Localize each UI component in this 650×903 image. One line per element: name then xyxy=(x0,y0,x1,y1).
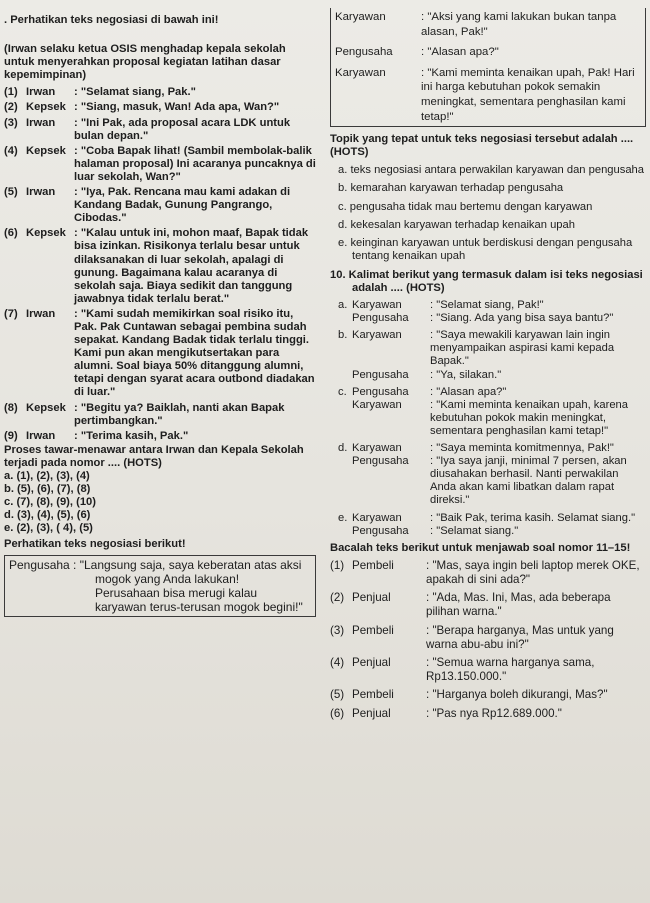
answer-option[interactable]: e. (2), (3), ( 4), (5) xyxy=(4,522,93,535)
utterance-text: : "Alasan apa?" xyxy=(430,385,507,398)
dialog-line-number: (5) xyxy=(330,688,345,702)
utterance-text: : "Mas, saya ingin beli laptop merek OKE, apakah di sini ada?" xyxy=(426,558,640,586)
box-line-2: Perusahaan bisa merugi kalau karyawan terus-terusan mogok begini!" xyxy=(95,585,303,615)
speaker-name: Pengusaha xyxy=(352,312,409,325)
dialog-line xyxy=(352,329,646,368)
dialog-line-number: (6) xyxy=(4,227,18,240)
dialog-line xyxy=(330,591,646,619)
utterance-text: : "Siang. Ada yang bisa saya bantu?" xyxy=(430,312,614,325)
dialog-line xyxy=(4,145,316,184)
question-10-number: 10. xyxy=(330,268,346,281)
utterance-text: : "Selamat siang." xyxy=(430,524,519,537)
speaker-name: Irwan xyxy=(26,186,56,199)
dialog-line xyxy=(330,624,646,652)
speaker-name: Penjual xyxy=(352,656,391,669)
speaker-name: Kepsek xyxy=(26,101,66,114)
dialog-line-number: (2) xyxy=(4,101,18,114)
answer-option[interactable]: a. (1), (2), (3), (4) xyxy=(4,470,90,482)
speaker-name: Irwan xyxy=(26,86,56,99)
option-letter: a. xyxy=(338,299,348,312)
answer-option[interactable] xyxy=(330,442,646,507)
dialog-line xyxy=(352,455,646,507)
utterance-text: : "Iya, Pak. Rencana mau kami adakan di Kandang Badak, Gunung Pangrango, Cibodas." xyxy=(74,186,291,225)
answer-option[interactable] xyxy=(330,512,646,538)
question-10-text xyxy=(330,269,646,295)
right-column xyxy=(330,8,646,721)
dialog-line xyxy=(352,299,646,312)
dialog-line-number: (6) xyxy=(330,706,345,720)
answer-option[interactable] xyxy=(330,386,646,438)
utterance-text: : "Saya meminta komitmennya, Pak!" xyxy=(430,442,614,455)
dialog-line xyxy=(352,369,646,382)
speaker-name: Pengusaha xyxy=(352,455,409,468)
dialog-line xyxy=(330,688,646,702)
dialog-line xyxy=(330,707,646,721)
dialog-line xyxy=(335,66,641,124)
dialog-line xyxy=(352,512,646,525)
dialog-line xyxy=(4,186,316,225)
speaker-name: Pengusaha xyxy=(352,385,409,398)
question-10-options xyxy=(330,299,646,538)
dialog-line xyxy=(335,45,641,60)
instruction-text: Perhatikan teks negosiasi berikut! xyxy=(4,538,186,551)
speaker-name: Pengusaha xyxy=(335,46,393,59)
speaker-name: Karyawan xyxy=(352,299,402,312)
utterance-text: : "Semua warna harganya sama, Rp13.150.000." xyxy=(426,656,595,684)
question-8-instruction: . Perhatikan teks negosiasi di bawah ini! xyxy=(4,14,219,26)
speaker-name: Karyawan xyxy=(352,329,402,342)
utterance-text: : "Ada, Mas. Ini, Mas, ada beberapa pilihan warna." xyxy=(426,591,611,619)
dialog-line xyxy=(4,86,316,99)
dialog-line xyxy=(4,101,316,114)
dialog-line xyxy=(352,442,646,455)
buyer-seller-dialog xyxy=(330,559,646,721)
dialog-line-number: (7) xyxy=(4,307,18,320)
speaker-name: Kepsek xyxy=(26,227,66,240)
utterance-text: : "Saya mewakili karyawan lain ingin menyampaikan aspirasi kami kepada Bapak." xyxy=(430,329,615,368)
dialog-line xyxy=(4,430,316,443)
answer-option[interactable]: c. (7), (8), (9), (10) xyxy=(4,496,97,509)
answer-option[interactable] xyxy=(330,329,646,381)
dialog-line-number: (3) xyxy=(4,116,18,129)
utterance-text: : "Aksi yang kami lakukan bukan tanpa alasan, Pak!" xyxy=(421,11,617,38)
dialog-line-number: (1) xyxy=(330,558,345,572)
utterance-text: : "Kami meminta kenaikan upah, Pak! Hari ini harga kebutuhan pokok semakin meningkat, sementara penghasilan kami tetap!" xyxy=(421,66,635,123)
left-column xyxy=(4,14,316,617)
answer-option[interactable]: c. pengusaha tidak mau bertemu dengan karyawan xyxy=(338,200,593,213)
answer-option[interactable]: b. (5), (6), (7), (8) xyxy=(4,483,91,496)
utterance-text: : "Kami sudah memikirkan soal risiko itu, Pak. Pak Cuntawan sebagai pembina sudah sepakat. Kandang Badak tidak terlalu tinggi. Kami pun akan mengikutsertakan para alumni. Soal biaya 50% ditanggung alumni, tetapi dengan syarat acara outbond diadakan di luar." xyxy=(74,307,315,399)
speaker-name: Irwan xyxy=(26,116,56,129)
question-9-options xyxy=(330,164,646,263)
option-letter: e. xyxy=(338,511,348,524)
continued-dialog-box xyxy=(330,8,646,127)
dialog-line xyxy=(4,227,316,306)
dialog-line xyxy=(4,117,316,143)
answer-option[interactable]: b. kemarahan karyawan terhadap pengusaha xyxy=(338,182,564,195)
utterance-text: : "Kalau untuk ini, mohon maaf, Bapak tidak bisa izinkan. Risikonya terlalu besar untuk dilaksanakan di luar sekolah, apalagi di gunung. Bagaimana kalau acaranya di sekolah saja. Biaya sedikit dan tanggung jawabnya tidak terlalu berat." xyxy=(74,227,309,305)
negotiation-excerpt-box xyxy=(4,555,316,618)
dialog-line-number: (4) xyxy=(4,144,18,157)
option-letter: d. xyxy=(338,442,348,455)
utterance-text: : "Selamat siang, Pak!" xyxy=(430,299,544,312)
speaker-name: Irwan xyxy=(26,429,56,442)
negotiation-dialog xyxy=(4,86,316,442)
speaker-name: Pengusaha xyxy=(352,524,409,537)
utterance-text: : "Iya saya janji, minimal 7 persen, akan diusahakan berhasil. Nanti perwakilan Anda akan kami libatkan dalam rapat direksi." xyxy=(430,455,627,507)
speaker-name: Penjual xyxy=(352,706,391,720)
utterance-text: : "Ya, silakan." xyxy=(430,368,502,381)
dialog-line xyxy=(352,386,646,399)
speaker-name: Kepsek xyxy=(26,401,66,414)
dialog-line-number: (5) xyxy=(4,186,18,199)
utterance-text: : "Selamat siang, Pak." xyxy=(74,86,196,99)
speaker-name: Pengusaha xyxy=(352,368,409,381)
dialog-line xyxy=(4,402,316,428)
utterance-text: : "Siang, masuk, Wan! Ada apa, Wan?" xyxy=(74,101,280,114)
dialog-line xyxy=(4,308,316,400)
question-10-body: Kalimat berikut yang termasuk dalam isi teks negosiasi adalah .... (HOTS) xyxy=(348,268,643,294)
dialog-line-number: (1) xyxy=(4,86,18,99)
utterance-text: : "Kami meminta kenaikan upah, karena kebutuhan pokok makin meningkat, sementara penghasilan kami tetap!" xyxy=(430,398,628,437)
dialog-line-number: (4) xyxy=(330,656,345,669)
question-8-text: Proses tawar-menawar antara Irwan dan Kepala Sekolah terjadi pada nomor .... (HOTS) xyxy=(4,443,304,469)
speaker-name: Kepsek xyxy=(26,144,66,157)
utterance-text: : "Baik Pak, terima kasih. Selamat siang." xyxy=(430,511,636,524)
dialog-line-number: (2) xyxy=(330,591,345,605)
box-line-1: Pengusaha : "Langsung saja, saya keberatan atas aksi mogok yang Anda lakukan! xyxy=(9,557,302,586)
option-letter: b. xyxy=(338,329,348,342)
answer-option[interactable]: e. keinginan karyawan untuk berdiskusi dengan pengusaha tentang kenaikan upah xyxy=(338,236,633,262)
dialog-line-number: (8) xyxy=(4,401,18,414)
speaker-name: Pembeli xyxy=(352,623,394,637)
speaker-name: Irwan xyxy=(26,307,56,320)
utterance-text: : "Alasan apa?" xyxy=(421,46,499,59)
utterance-text: : "Pas nya Rp12.689.000." xyxy=(426,706,562,720)
speaker-name: Penjual xyxy=(352,591,391,605)
question-8-options xyxy=(4,470,316,535)
utterance-text: : "Coba Bapak lihat! (Sambil membolak-balik halaman proposal) Ini acaranya puncaknya di luar sekolah, Wan?" xyxy=(74,144,316,183)
speaker-name: Karyawan xyxy=(352,442,402,455)
dialog-line-number: (9) xyxy=(4,429,18,442)
speaker-name: Karyawan xyxy=(335,11,386,23)
speaker-name: Karyawan xyxy=(352,398,402,411)
dialog-line-number: (3) xyxy=(330,623,345,637)
speaker-name: Pembeli xyxy=(352,688,394,702)
dialog-line xyxy=(352,312,646,325)
speaker-name: Karyawan xyxy=(335,66,386,79)
question-9-text: Topik yang tepat untuk teks negosiasi tersebut adalah .... (HOTS) xyxy=(330,133,634,159)
dialog-line xyxy=(352,525,646,538)
answer-option[interactable]: d. kekesalan karyawan terhadap kenaikan upah xyxy=(338,218,575,231)
dialog-line xyxy=(335,10,641,39)
utterance-text: : "Berapa harganya, Mas untuk yang warna abu-abu ini?" xyxy=(426,623,614,651)
answer-option[interactable]: a. teks negosiasi antara perwakilan karyawan dan pengusaha xyxy=(338,164,644,177)
option-letter: c. xyxy=(338,385,347,398)
utterance-text: : "Ini Pak, ada proposal acara LDK untuk bulan depan." xyxy=(74,116,291,142)
answer-option[interactable]: d. (3), (4), (5), (6) xyxy=(4,509,91,522)
utterance-text: : "Harganya boleh dikurangi, Mas?" xyxy=(426,688,608,702)
answer-option[interactable] xyxy=(330,299,646,325)
speaker-name: Pembeli xyxy=(352,558,394,572)
dialog-line xyxy=(352,399,646,438)
utterance-text: : "Begitu ya? Baiklah, nanti akan Bapak pertimbangkan." xyxy=(74,401,285,427)
utterance-text: : "Terima kasih, Pak." xyxy=(74,429,189,442)
dialog-context: (Irwan selaku ketua OSIS menghadap kepala sekolah untuk menyerahkan proposal kegiatan latihan dasar kepemimpinan) xyxy=(4,43,286,82)
instruction-11-15: Bacalah teks berikut untuk menjawab soal nomor 11–15! xyxy=(330,541,631,554)
dialog-line xyxy=(330,559,646,587)
speaker-name: Karyawan xyxy=(352,511,402,524)
dialog-line xyxy=(330,656,646,684)
